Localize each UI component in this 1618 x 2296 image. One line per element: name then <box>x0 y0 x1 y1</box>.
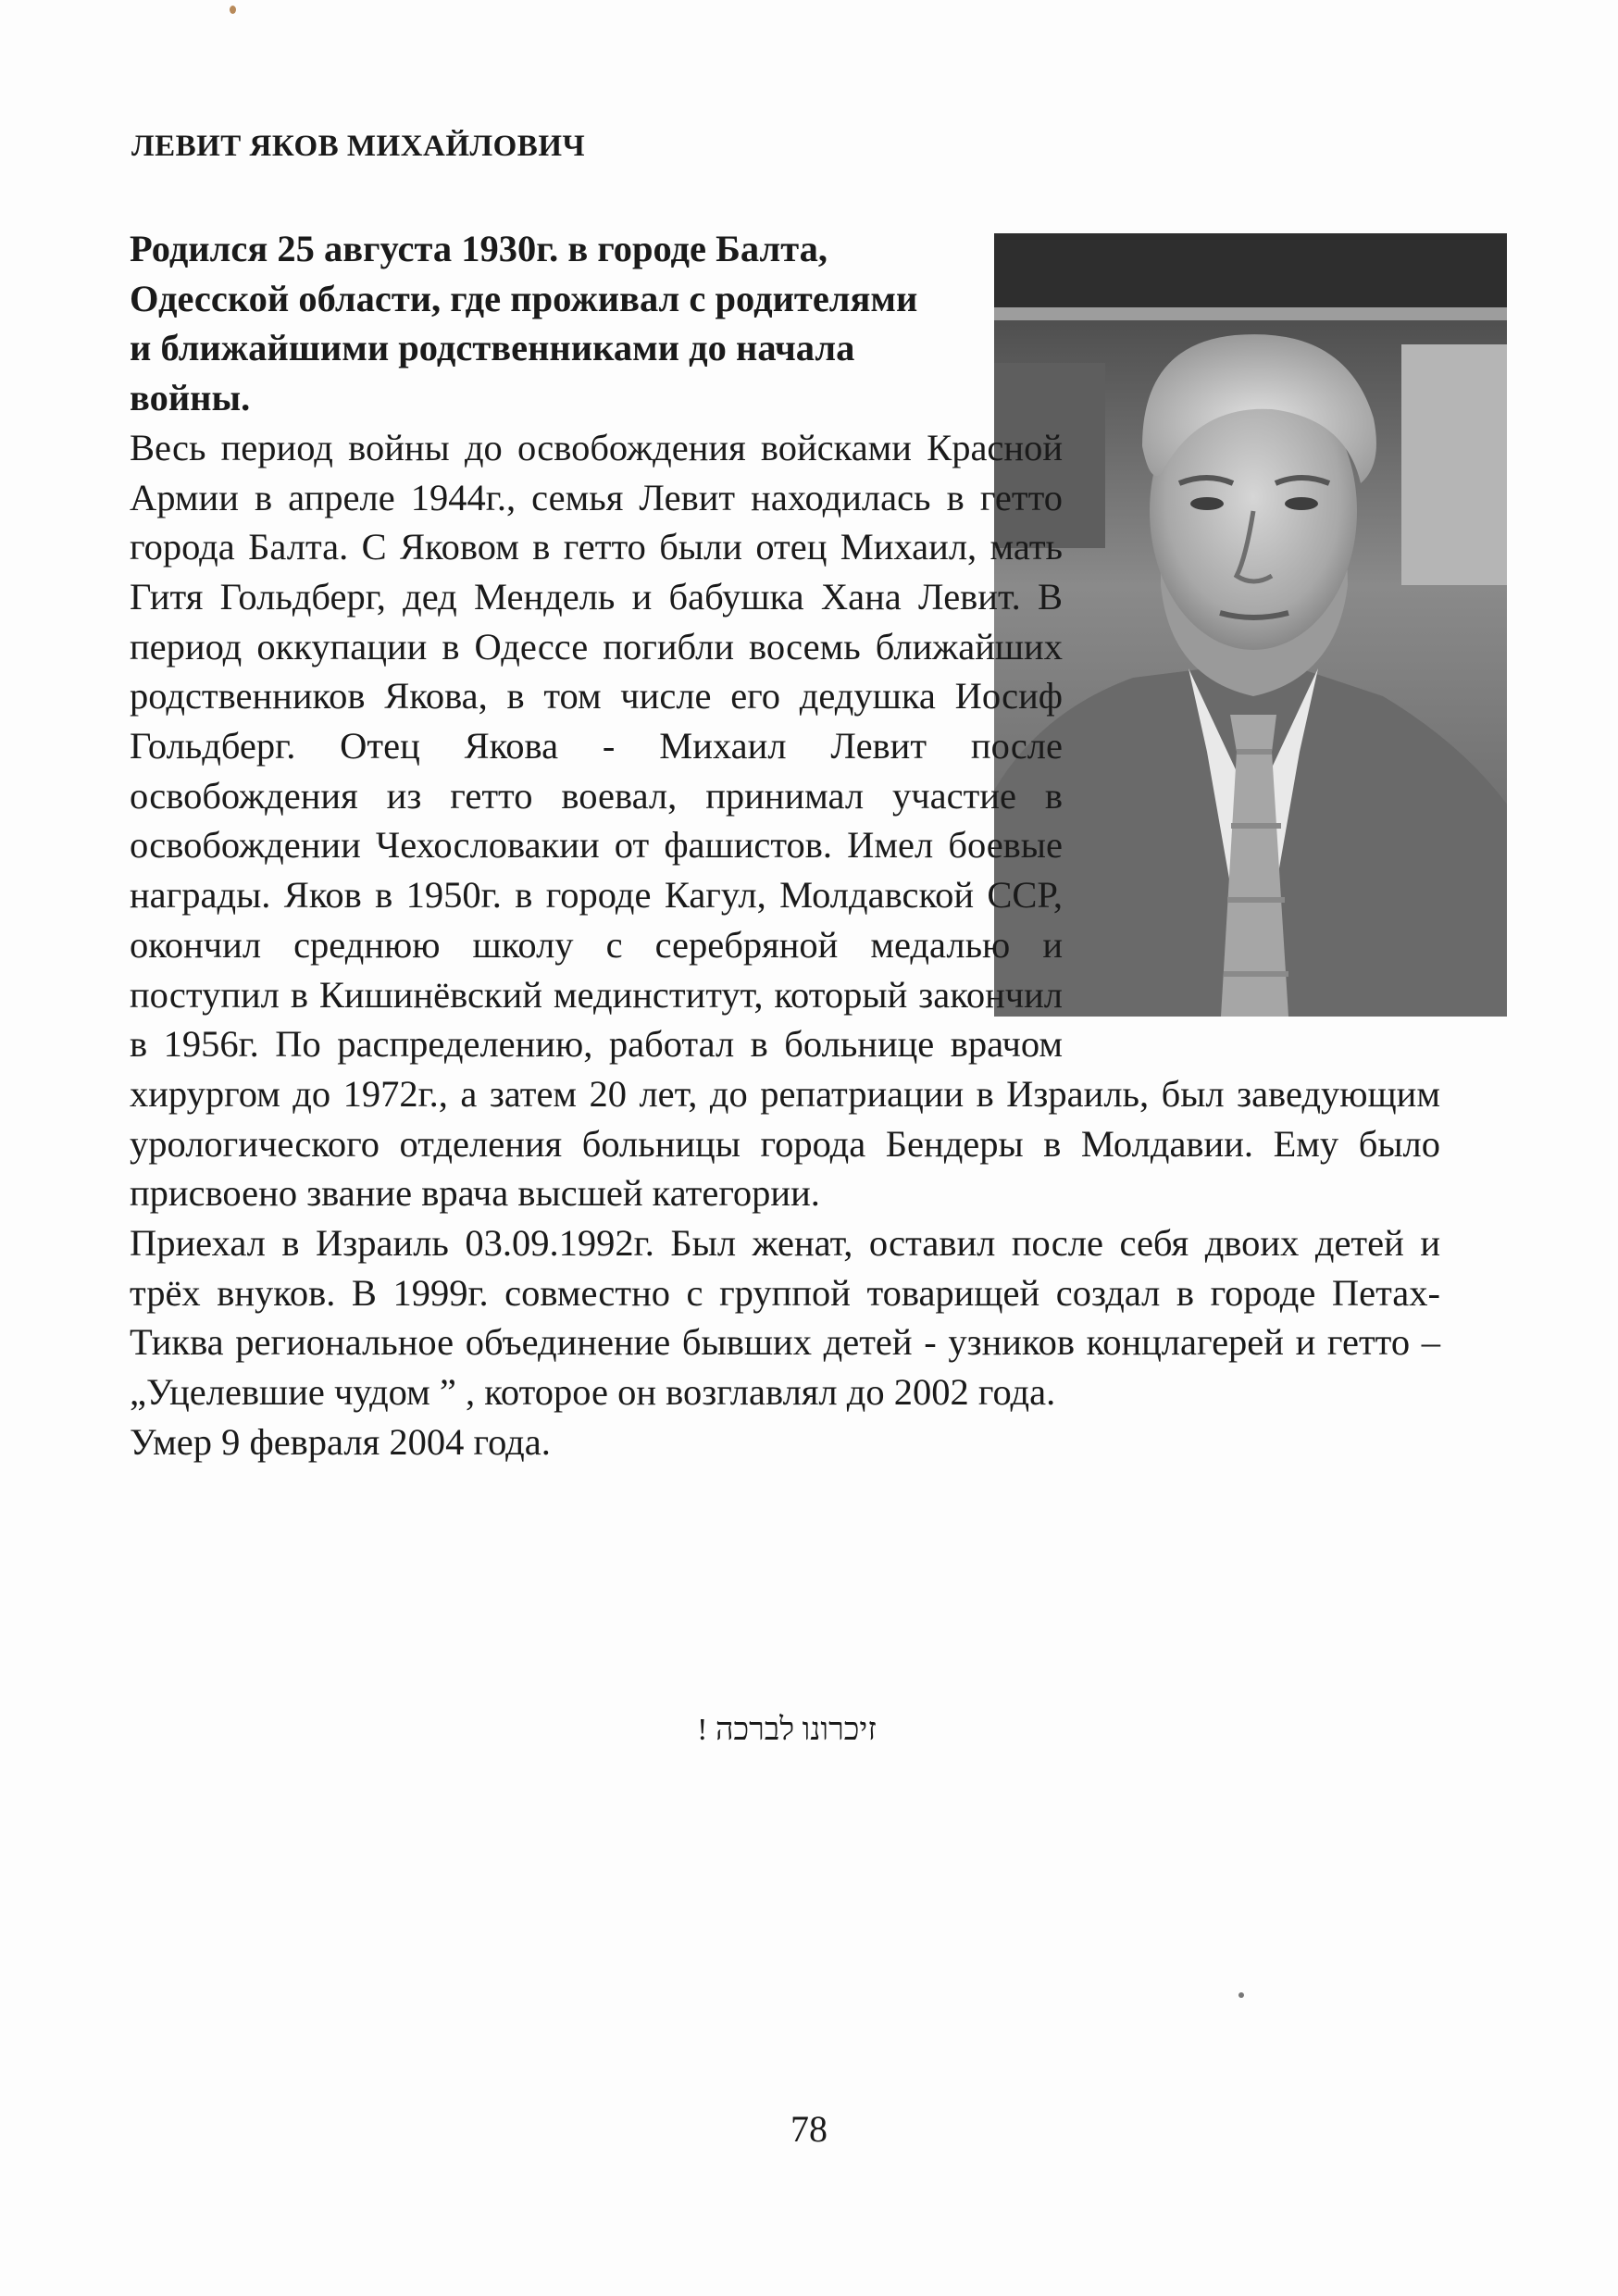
paper-speck <box>1238 1992 1244 1998</box>
photo-text-wrap-spacer <box>1063 224 1440 1026</box>
page-title: ЛЕВИТ ЯКОВ МИХАЙЛОВИЧ <box>131 130 586 163</box>
paragraph-war-and-career: Весь период войны до освобождения войсками Красной Армии в апреле 1944г., семья Левит находилась в гетто города Балта. С Яковом в гетто были отец Михаил, мать Гитя Гольдберг, дед Мендель и бабушка Хана Левит. В период оккупации в Одессе погибли восемь ближайших родственников Якова, в том числе его дедушка Иосиф Гольдберг. Отец Якова - Михаил Левит после освобождения из гетто воевал, принимал участие в освобождении Чехословакии от фашистов. Имел боевые награды. Яков в 1950г. в городе Кагул, Молдавской ССР, окончил среднюю школу с серебряной медалью и поступил в Кишинёвский мединститут, который закончил в 1956г. По распределению, работал в больнице врачом хирургом до 1972г., а затем 20 лет, до репатриации в Израиль, был заведующим урологического отделения больницы города Бендеры в Молдавии. Ему было присвоено звание врача высшей категории. <box>130 426 1440 1215</box>
biography-text <box>130 224 1440 1467</box>
paragraph-israel: Приехал в Израиль 03.09.1992г. Был женат, оставил после себя двоих детей и трёх внуков. В 1999г. совместно с группой товарищей создал в городе Петах-Тиква региональное объединение бывших детей - узников концлагерей и гетто – „Уцелевшие чудом ” , которое он возглавлял до 2002 года. <box>130 1222 1440 1414</box>
paragraph-death: Умер 9 февраля 2004 года. <box>130 1420 551 1463</box>
hebrew-memorial-line: זיכרונו לברכה ! <box>697 1713 877 1747</box>
lead-paragraph: Родился 25 августа 1930г. в городе Балта, Одесской области, где проживал с родителями и ближайшими родственниками до начала войны. <box>130 228 918 419</box>
paper-speck <box>230 6 236 14</box>
page-number: 78 <box>790 2108 828 2150</box>
